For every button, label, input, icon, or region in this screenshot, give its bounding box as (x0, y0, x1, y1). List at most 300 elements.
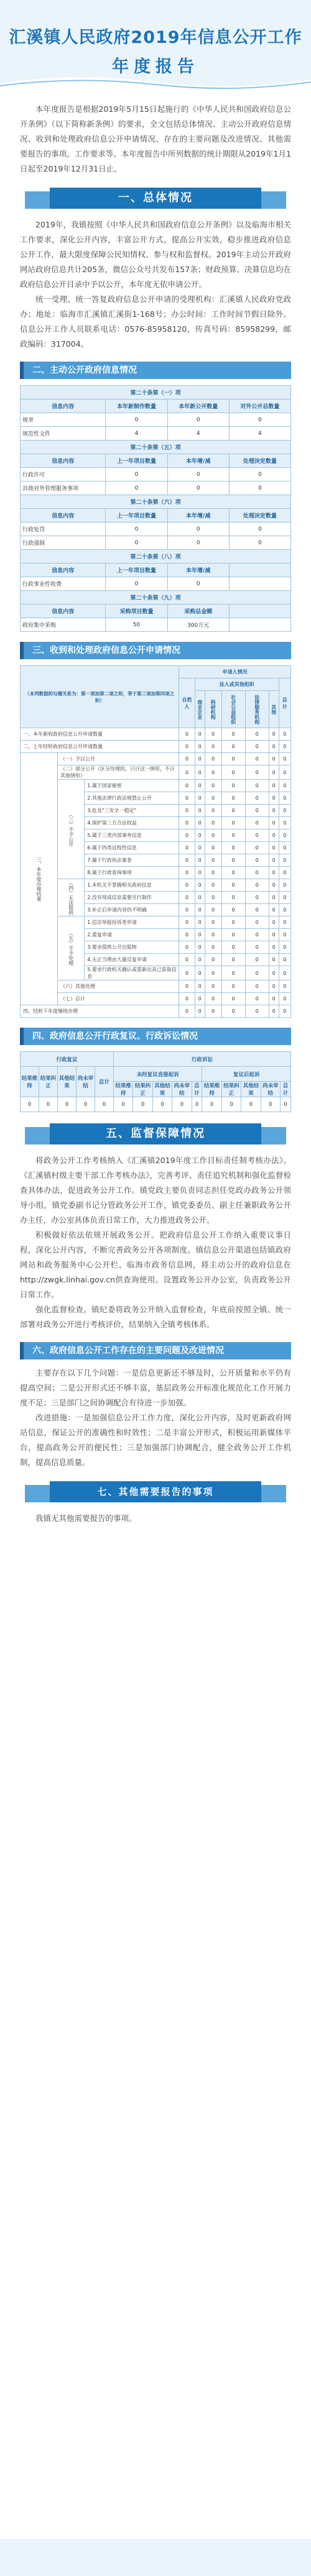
table-cell: 0 (205, 929, 221, 941)
table-cell: 0 (261, 1097, 280, 1112)
table-col-header: 对外公开总数量 (229, 400, 290, 413)
table-cell: 0 (269, 842, 279, 854)
table-cell: 0 (106, 523, 167, 536)
table-row (21, 1005, 291, 1018)
table-group-header: 第二十条第（五）项 (21, 441, 291, 454)
table-cell: 0 (106, 577, 167, 591)
table-cell: 0 (279, 728, 290, 741)
table-cell: 0 (279, 829, 290, 842)
table-row (21, 879, 291, 892)
table-cell: 0 (269, 753, 279, 765)
table-row (21, 427, 291, 441)
section-title-problems: 六、政府信息公开工作存在的主要问题及改进情况 (20, 1342, 291, 1359)
table-col-header (229, 564, 290, 577)
table-cell: 0 (205, 941, 221, 954)
table-cell: 0 (195, 892, 205, 904)
table-sub-label: （五）不予处理 (58, 916, 85, 980)
table-cell: 0 (179, 829, 195, 842)
table-cell: 0 (221, 867, 245, 879)
table-cell: 0 (279, 904, 290, 916)
table-col-header: 行政复议 (21, 1052, 114, 1067)
table-cell: 0 (221, 879, 245, 892)
table-cell: 0 (221, 765, 245, 780)
table-cell: 0 (279, 993, 290, 1005)
table-cell: 0 (195, 792, 205, 805)
table-cell: 0 (195, 954, 205, 966)
table-row-label: 7.属于行政执法案卷 (85, 854, 179, 867)
table-cell: 0 (205, 741, 221, 753)
table-cell: 4 (229, 427, 290, 441)
table-col-header: 法人或其他组织 (195, 678, 279, 691)
table-cell: 0 (279, 780, 290, 792)
table-cell: 0 (221, 980, 245, 993)
table-cell: 0 (245, 780, 269, 792)
header-wave-decoration (0, 72, 311, 93)
table-cell: 0 (221, 993, 245, 1005)
table-cell: 0 (179, 916, 195, 929)
table-cell: 0 (241, 1097, 261, 1112)
table-cell: 0 (195, 805, 205, 817)
table-col-header: 法律服务机构 (245, 691, 269, 728)
table-row-label: 4.无正当理由大量反复申请 (85, 954, 179, 966)
table-cell: 0 (221, 941, 245, 954)
table-col-header: 科研机构 (205, 691, 221, 728)
table-col-header: 总计 (95, 1067, 114, 1097)
table-cell: 0 (179, 954, 195, 966)
table-row (21, 728, 291, 741)
table-cell: 0 (279, 941, 290, 954)
table-sub-label: （三）不予公开 (58, 780, 85, 879)
table-cell: 行政强制 (21, 536, 106, 550)
problems-paragraph-1: 主要存在以下几个问题：一是信息更新还不够及时，公开质量和水平仍有提高空间；二是公开形式还不够丰富，基层政务公开标准化规范化工作开展力度不足；三是部门之间协调配合有待进一步加强。 (20, 1368, 291, 1407)
table-cell: 0 (279, 966, 290, 980)
table-col-header: 其他结果 (58, 1067, 77, 1097)
table-cell: 0 (179, 941, 195, 954)
table-col-header: 自然人 (179, 678, 195, 728)
table-cell: 4 (106, 427, 167, 441)
table-cell: 0 (245, 929, 269, 941)
footer-band (0, 2539, 311, 2576)
section-banner-supervision (25, 1123, 286, 1144)
table-cell: 0 (195, 879, 205, 892)
table-cell: 0 (279, 980, 290, 993)
table-row-label: （一）予以公开 (58, 753, 179, 765)
table-cell: 0 (269, 929, 279, 941)
table-cell: 0 (279, 916, 290, 929)
table-cell: 0 (221, 805, 245, 817)
table-cell: 0 (279, 1005, 290, 1018)
table-row (21, 741, 291, 753)
table-cell: 0 (172, 1097, 192, 1112)
table-cell: 0 (179, 867, 195, 879)
table-cell: 0 (179, 792, 195, 805)
table-cell: 0 (205, 867, 221, 879)
report-title-line1: 汇溪镇人民政府2019年信息公开工作 (9, 28, 302, 47)
table-cell: 0 (221, 854, 245, 867)
table-col-header (229, 605, 290, 618)
table-cell: 0 (205, 842, 221, 854)
table-cell: 0 (106, 468, 167, 482)
review-litigation-table (20, 1051, 291, 1112)
table-cell: 0 (221, 1005, 245, 1018)
table-row (21, 916, 291, 929)
table-col-header: 信息内容 (21, 564, 106, 577)
table-cell: 0 (269, 854, 279, 867)
section-title-applications: 三、收到和处理政府信息公开申请情况 (20, 642, 291, 659)
table-cell: 0 (245, 817, 269, 829)
table-cell: 0 (279, 792, 290, 805)
table-cell: 0 (205, 892, 221, 904)
table-row-label: 2.没有现成信息需要另行制作 (85, 892, 179, 904)
table-cell: 0 (205, 916, 221, 929)
table-cell: 0 (192, 1097, 202, 1112)
table-row (21, 993, 291, 1005)
report-header (0, 0, 311, 93)
table-cell: 0 (179, 892, 195, 904)
table-cell: 0 (195, 753, 205, 765)
table-cell: 0 (279, 817, 290, 829)
report-title-line2: 年度报告 (112, 57, 199, 76)
table-cell: 0 (245, 765, 269, 780)
table-row (21, 765, 291, 780)
table-col-header: 结果维持 (21, 1067, 39, 1097)
table-cell: 0 (205, 954, 221, 966)
table-row (21, 523, 291, 536)
table-row-label: （六）其他处理 (58, 980, 179, 993)
table-cell: 0 (106, 482, 167, 495)
table-cell: 0 (229, 523, 290, 536)
table-cell: 0 (221, 753, 245, 765)
table-cell: 0 (221, 966, 245, 980)
table-cell: 0 (245, 829, 269, 842)
table-cell: 0 (269, 792, 279, 805)
table-cell: 0 (279, 753, 290, 765)
table-row-label: 三、本年度办理结果 (21, 753, 58, 1005)
table-cell: 0 (279, 892, 290, 904)
overview-paragraph-2: 统一受理、统一答复政府信息公开申请的受理机构：汇溪镇人民政府党政办；地址：临海市汇溪镇汇溪街1-168号；办公时间：工作时间节假日除外。信息公开工作人员联系电话：0576-85958120，传真号码：85958299，邮政编码：317004。 (20, 295, 291, 349)
table-cell: 0 (245, 753, 269, 765)
table-cell: 0 (167, 413, 229, 427)
table-cell: 0 (205, 829, 221, 842)
table-cell: 0 (221, 829, 245, 842)
table-cell: 0 (58, 1097, 77, 1112)
table-col-header: 总计 (279, 678, 290, 728)
table-cell: 0 (195, 980, 205, 993)
table-cell: 0 (195, 916, 205, 929)
table-col-header: 本年新公开数量 (167, 400, 229, 413)
table-col-header: 采购总金额 (167, 605, 229, 618)
table-cell: 其他对外管理服务事项 (21, 482, 106, 495)
table-cell: 0 (245, 904, 269, 916)
table-cell: 0 (221, 728, 245, 741)
table-cell: 0 (205, 904, 221, 916)
table-cell: 0 (205, 854, 221, 867)
table-col-header: 结果维持 (202, 1082, 221, 1097)
table-cell: 0 (245, 879, 269, 892)
table-cell: 0 (205, 728, 221, 741)
table-cell: 0 (205, 817, 221, 829)
table-cell: 0 (179, 966, 195, 980)
table-cell: 0 (167, 468, 229, 482)
table-cell: 0 (221, 892, 245, 904)
table-cell: 0 (269, 954, 279, 966)
table-cell: 0 (269, 980, 279, 993)
table-col-header: 其他结果 (241, 1082, 261, 1097)
table-cell: 0 (279, 741, 290, 753)
table-cell: 0 (205, 980, 221, 993)
table-row-label: 1.信访举报投诉类申请 (85, 916, 179, 929)
table-cell: 0 (245, 941, 269, 954)
table-cell: 0 (221, 817, 245, 829)
table-cell: 0 (195, 780, 205, 792)
table-cell: 0 (195, 966, 205, 980)
table-cell: 0 (269, 805, 279, 817)
table-row-label: 1.属于国家秘密 (85, 780, 179, 792)
other-paragraph: 我镇无其他需要报告的事项。 (35, 1514, 137, 1523)
table-group-header: 第二十条第（六）项 (21, 495, 291, 509)
table-cell: 0 (195, 842, 205, 854)
table-cell: 0 (195, 904, 205, 916)
table-col-header: 尚未审结 (172, 1082, 192, 1097)
table-col-header: 结果纠正 (221, 1082, 241, 1097)
supervision-paragraph-1: 将政务公开工作考核纳入《汇溪镇2019年度工作目标责任制考核办法》。《汇溪镇村级主要干部工作考核办法》，完善考评、责任追究机制和强化监督检查具体办法，促进政务公开工作。镇党政主要负责同志担任党政办政务公开领导小组，镇党委副书记分管政务公开工作，镇党委委员、副主任兼职政务公开办主任，办公室具体负责日常工作，大力推进政务公开。 (20, 1156, 291, 1225)
table-cell: 0 (195, 1005, 205, 1018)
table-col-header: 总计 (192, 1082, 202, 1097)
table-cell: 0 (269, 879, 279, 892)
table-cell: 0 (269, 916, 279, 929)
table-cell: 0 (245, 954, 269, 966)
table-cell: 50 (106, 618, 167, 632)
table-cell: 0 (77, 1097, 95, 1112)
table-cell: 0 (245, 916, 269, 929)
active-disclosure-table (20, 385, 291, 632)
table-cell: 0 (279, 854, 290, 867)
section-title-review-litigation: 四、政府信息公开行政复议、行政诉讼情况 (20, 1028, 291, 1045)
table-cell: 0 (205, 805, 221, 817)
table-row (21, 468, 291, 482)
table-cell: 0 (221, 1097, 241, 1112)
table-cell: 0 (269, 1005, 279, 1018)
table-cell: 0 (195, 929, 205, 941)
table-cell: 0 (179, 980, 195, 993)
table-col-header: 信息内容 (21, 454, 106, 468)
table-cell: 0 (195, 741, 205, 753)
table-cell: 0 (279, 954, 290, 966)
table-col-header: 本年增/减 (167, 564, 229, 577)
table-cell: 行政事业性收费 (21, 577, 106, 591)
table-cell: 0 (195, 817, 205, 829)
table-cell: 0 (179, 842, 195, 854)
table-row (21, 780, 291, 792)
intro-paragraph: 本年度报告是根据2019年5月15日起施行的《中华人民共和国政府信息公开条例》（以下简称新条例）的要求，全文包括总体情况、主动公开政府信息情况、收到和处理政府信息公开申请情况、存在的主要问题及改进情况、其他需要报告的事项。工作要求等。本年度报告中所列数据的统计期限从2019年1月1日起至2019年12月31日止。 (20, 104, 291, 173)
table-cell: 行政处罚 (21, 523, 106, 536)
table-cell: 0 (269, 780, 279, 792)
table-row (21, 413, 291, 427)
table-cell: 0 (279, 929, 290, 941)
table-cell: 0 (179, 765, 195, 780)
table-cell: 0 (269, 817, 279, 829)
table-cell (229, 577, 290, 591)
table-cell: 0 (179, 879, 195, 892)
table-col-header: 尚未审结 (261, 1082, 280, 1097)
table-cell: 0 (245, 966, 269, 980)
table-col-header: 复议后起诉 (202, 1067, 291, 1082)
table-cell: 0 (245, 741, 269, 753)
section-title-overview: 一、总体情况 (50, 188, 261, 209)
table-cell: 0 (269, 941, 279, 954)
table-col-header: 上一年项目数量 (106, 454, 167, 468)
table-cell: 0 (221, 904, 245, 916)
table-cell: 0 (221, 929, 245, 941)
table-row-label: 8.属于行政查询事项 (85, 867, 179, 879)
table-cell: 0 (269, 741, 279, 753)
table-cell: 0 (221, 792, 245, 805)
table-cell: 政府集中采购 (21, 618, 106, 632)
table-cell: 0 (195, 941, 205, 954)
table-cell: 规章 (21, 413, 106, 427)
table-cell: 0 (179, 854, 195, 867)
table-cell: 0 (269, 892, 279, 904)
table-col-header: 本年新制作数量 (106, 400, 167, 413)
table-row-label: 5.属于三类内部事务信息 (85, 829, 179, 842)
table-row (21, 1097, 291, 1112)
table-row (21, 753, 291, 765)
supervision-paragraph-3: 强化监督检查。镇纪委将政务公开纳入监督检查，年底前按照全镇、统一部署对政务公开进行考核评价，结果纳入全镇考核体系。 (20, 1305, 291, 1329)
table-cell: 0 (269, 993, 279, 1005)
table-col-header: 申请人情况 (179, 666, 291, 678)
section-banner-other (25, 1481, 286, 1502)
table-cell: 0 (229, 413, 290, 427)
table-col-header: 商业企业 (195, 691, 205, 728)
table-cell: 0 (95, 1097, 114, 1112)
table-row-label: 2.其他法律行政法规禁止公开 (85, 792, 179, 805)
table-col-header: 信息内容 (21, 400, 106, 413)
table-cell: 0 (179, 805, 195, 817)
table-cell: 0 (229, 468, 290, 482)
table-row-label: 1.本机关不掌握相关政府信息 (85, 879, 179, 892)
table-cell: 0 (195, 829, 205, 842)
table-col-header: 其他 (269, 691, 279, 728)
table-cell: 0 (229, 536, 290, 550)
overview-paragraph-1: 2019年，我镇按照《中华人民共和国政府信息公开条例》以及临海市相关工作要求，深化公开内容，丰富公开方式，提高公开实效，稳步推进政府信息公开工作，最大限度保障公民知情权、参与权和监督权。2019年主动公开政府网站政府信息共计205条，微信公众号共发布157条；财政预算、决算信息均在政府信息公开目录中予以公开，本年度无依申请公开。 (20, 220, 291, 289)
table-cell: 0 (152, 1097, 172, 1112)
table-group-header: 第二十条第（一）项 (21, 386, 291, 400)
table-row (21, 980, 291, 993)
table-cell: 0 (167, 536, 229, 550)
table-row-label: 6.属于四类过程性信息 (85, 842, 179, 854)
table-col-header: 行政诉讼 (114, 1052, 291, 1067)
table-cell: 4 (167, 427, 229, 441)
table-cell: 0 (269, 867, 279, 879)
table-row-label: 二、上年结转政府信息公开申请数量 (21, 741, 179, 753)
table-cell: 0 (195, 993, 205, 1005)
table-row (21, 536, 291, 550)
section-title-supervision: 五、监督保障情况 (50, 1123, 261, 1144)
table-cell: 0 (245, 728, 269, 741)
table-col-header: 本年增/减 (167, 509, 229, 523)
table-cell: 0 (229, 482, 290, 495)
table-row-label: 四、结转下年度继续办理 (21, 1005, 179, 1018)
table-cell: 0 (279, 805, 290, 817)
table-row-label: 3.要求提供公开出版物 (85, 941, 179, 954)
table-cell: 0 (205, 780, 221, 792)
table-col-header: 结果纠正 (133, 1082, 152, 1097)
table-cell: 0 (221, 916, 245, 929)
table-cell: 0 (114, 1097, 133, 1112)
table-cell: 0 (167, 577, 229, 591)
table-cell: 0 (195, 854, 205, 867)
table-cell: 0 (205, 966, 221, 980)
table-cell: 0 (195, 867, 205, 879)
section-title-active-disclosure: 二、主动公开政府信息情况 (20, 362, 291, 379)
table-cell: 0 (205, 792, 221, 805)
table-row-label: 3.危及"三安全一稳定" (85, 805, 179, 817)
section-banner-overview (25, 188, 286, 209)
table-col-header: 上一年项目数量 (106, 564, 167, 577)
table-cell: 0 (245, 842, 269, 854)
table-row-label: 2.重复申请 (85, 929, 179, 941)
table-cell: 0 (281, 1097, 291, 1112)
table-cell: 0 (195, 728, 205, 741)
table-row (21, 618, 291, 632)
table-group-header: 第二十条第（九）项 (21, 591, 291, 605)
table-cell: 0 (269, 728, 279, 741)
table-cell: 0 (279, 879, 290, 892)
table-cell: 0 (205, 879, 221, 892)
table-corner-note: （本列数据的勾稽关系为：第一项加第二项之和，等于第三项加第四项之和） (21, 666, 179, 728)
table-cell: 0 (179, 780, 195, 792)
table-col-header: 处理决定数量 (229, 454, 290, 468)
table-col-header: 尚未审结 (77, 1067, 95, 1097)
table-cell: 0 (202, 1097, 221, 1112)
table-cell: 0 (167, 482, 229, 495)
table-cell: 0 (106, 536, 167, 550)
table-cell: 0 (245, 867, 269, 879)
table-cell: 0 (245, 892, 269, 904)
table-cell (229, 618, 290, 632)
table-row-label: 3.补正后申请内容仍不明确 (85, 904, 179, 916)
table-row-label: 5.要求行政机关确认或重新出具已获取信息 (85, 966, 179, 980)
table-cell: 0 (21, 1097, 39, 1112)
table-cell: 0 (179, 904, 195, 916)
table-row (21, 577, 291, 591)
table-cell: 0 (245, 993, 269, 1005)
table-cell: 0 (205, 1005, 221, 1018)
table-cell: 行政许可 (21, 468, 106, 482)
table-cell: 0 (106, 413, 167, 427)
table-cell: 0 (279, 765, 290, 780)
table-cell: 0 (179, 753, 195, 765)
table-col-header: 信息内容 (21, 509, 106, 523)
table-col-header: 本年增/减 (167, 454, 229, 468)
table-cell: 0 (205, 753, 221, 765)
table-col-header: 结果维持 (114, 1082, 133, 1097)
table-cell: 规范性文件 (21, 427, 106, 441)
table-col-header: 总计 (281, 1082, 291, 1097)
table-cell: 0 (205, 765, 221, 780)
table-cell: 0 (245, 854, 269, 867)
table-cell: 0 (179, 741, 195, 753)
table-col-header: 采购项目数量 (106, 605, 167, 618)
applications-table (20, 665, 291, 1018)
table-cell: 300万元 (167, 618, 229, 632)
table-cell: 0 (221, 780, 245, 792)
table-cell: 0 (205, 993, 221, 1005)
table-cell: 0 (179, 1005, 195, 1018)
table-cell: 0 (133, 1097, 152, 1112)
table-cell: 0 (179, 728, 195, 741)
table-col-header: 结果纠正 (39, 1067, 58, 1097)
